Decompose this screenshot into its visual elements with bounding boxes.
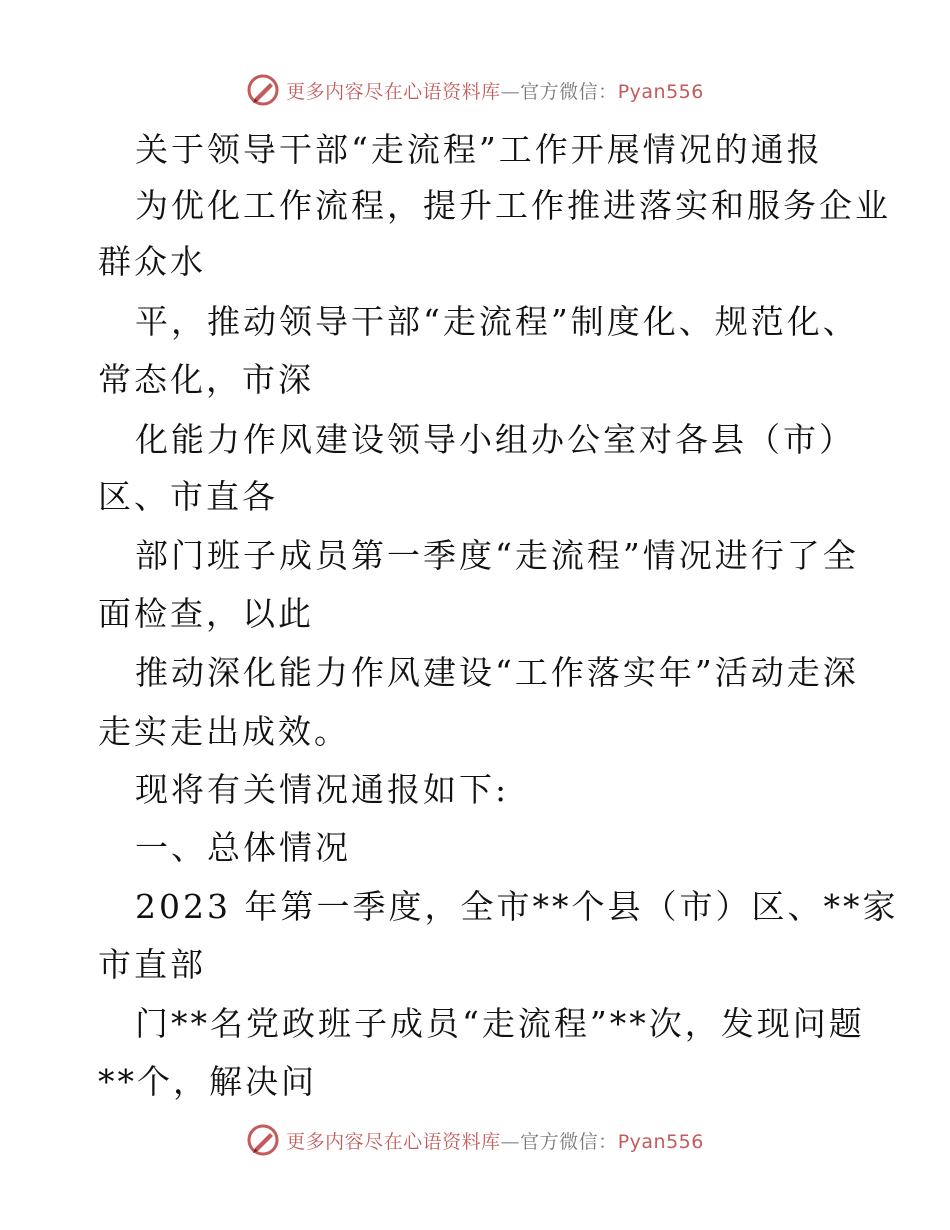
watermark-sub: 官方微信： bbox=[520, 80, 618, 103]
footer-watermark bbox=[0, 1120, 950, 1160]
text-line: 2023 年第一季度，全市**个县（市）区、**家 bbox=[135, 887, 899, 926]
seal-pen-icon bbox=[246, 73, 280, 107]
watermark-text bbox=[286, 1127, 704, 1154]
text-line: 为优化工作流程，提升工作推进落实和服务企业 bbox=[135, 186, 891, 225]
watermark-main: 更多内容尽在心语资料库 bbox=[286, 80, 501, 103]
watermark-separator: — bbox=[500, 1130, 521, 1153]
text-line: 平，推动领导干部“走流程”制度化、规范化、 bbox=[135, 302, 859, 341]
text-line: 现将有关情况通报如下: bbox=[135, 770, 510, 809]
section-heading: 一、总体情况 bbox=[135, 828, 351, 867]
watermark-main: 更多内容尽在心语资料库 bbox=[286, 1130, 501, 1153]
text-line: 走实走出成效。 bbox=[98, 712, 350, 751]
text-line: 面检查，以此 bbox=[98, 594, 314, 633]
text-line: 化能力作风建设领导小组办公室对各县（市） bbox=[135, 420, 855, 459]
text-line: 区、市直各 bbox=[98, 477, 278, 516]
seal-pen-icon bbox=[246, 1123, 280, 1157]
watermark-text bbox=[286, 77, 704, 104]
watermark-wechat-id: Pyan556 bbox=[617, 80, 704, 103]
text-line: 门**名党政班子成员“走流程”**次，发现问题 bbox=[135, 1004, 865, 1043]
document-title: 关于领导干部“走流程”工作开展情况的通报 bbox=[135, 130, 823, 169]
text-line: 群众水 bbox=[98, 242, 206, 281]
text-line: 部门班子成员第一季度“走流程”情况进行了全 bbox=[135, 536, 859, 575]
text-line: **个，解决问 bbox=[98, 1062, 317, 1101]
watermark-separator: — bbox=[500, 80, 521, 103]
text-line: 市直部 bbox=[98, 945, 206, 984]
header-watermark bbox=[0, 70, 950, 110]
watermark-wechat-id: Pyan556 bbox=[617, 1130, 704, 1153]
text-line: 推动深化能力作风建设“工作落实年”活动走深 bbox=[135, 653, 859, 692]
text-line: 常态化，市深 bbox=[98, 360, 314, 399]
watermark-sub: 官方微信： bbox=[520, 1130, 618, 1153]
